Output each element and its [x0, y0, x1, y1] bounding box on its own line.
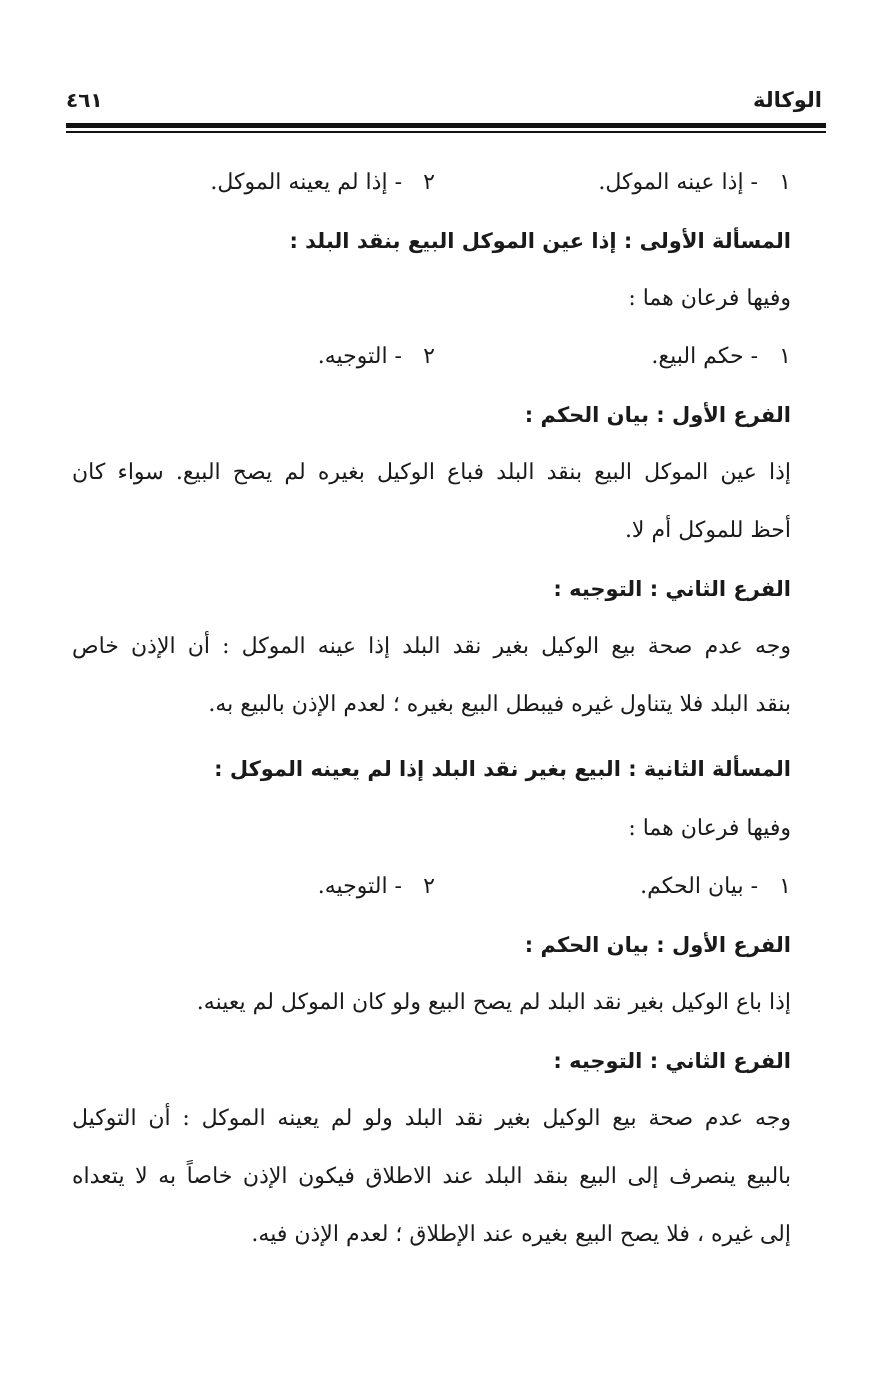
section-heading: المسألة الثانية : البيع بغير نقد البلد إذا لم يعينه الموكل : [214, 757, 791, 781]
list-text: - إذا عينه الموكل. [598, 170, 758, 195]
header-rule-thin [66, 131, 826, 133]
paragraph-line: بالبيع ينصرف إلى البيع بنقد البلد عند الاطلاق فيكون الإذن خاصاً به لا يتعداه [72, 1164, 791, 1189]
subsection-heading: الفرع الثاني : التوجيه : [553, 577, 791, 601]
list-text: - حكم البيع. [651, 344, 758, 369]
list-number: ١ [779, 874, 791, 899]
paragraph-line: أحظ للموكل أم لا. [624, 518, 791, 543]
list-item [640, 872, 791, 902]
list-number: ٢ [423, 170, 435, 195]
list-item [598, 168, 791, 198]
paragraph-line: بنقد البلد فلا يتناول غيره فيبطل البيع بغيره ؛ لعدم الإذن بالبيع به. [208, 692, 791, 717]
paragraph-line: إذا عين الموكل البيع بنقد البلد فباع الوكيل بغيره لم يصح البيع. سواء كان [72, 460, 791, 485]
list-number: ٢ [423, 344, 435, 369]
paragraph-line: إذا باع الوكيل بغير نقد البلد لم يصح البيع ولو كان الموكل لم يعينه. [196, 990, 791, 1015]
list-text: - التوجيه. [317, 874, 402, 899]
page-header [66, 86, 826, 122]
list-item [651, 342, 791, 372]
paragraph-line: وجه عدم صحة بيع الوكيل بغير نقد البلد ولو لم يعينه الموكل : أن التوكيل [72, 1106, 791, 1131]
section-heading: المسألة الأولى : إذا عين الموكل البيع بنقد البلد : [289, 229, 791, 253]
list-number: ٢ [423, 874, 435, 899]
page-number: ٤٦١ [66, 88, 103, 112]
list-text: - التوجيه. [317, 344, 402, 369]
list-text: - بيان الحكم. [640, 874, 758, 899]
list-number: ١ [779, 170, 791, 195]
subsection-heading: الفرع الأول : بيان الحكم : [524, 403, 791, 427]
list-number: ١ [779, 344, 791, 369]
paragraph: وفيها فرعان هما : [628, 816, 791, 841]
running-title: الوكالة [753, 88, 822, 112]
paragraph: وفيها فرعان هما : [628, 286, 791, 311]
list-text: - إذا لم يعينه الموكل. [210, 170, 402, 195]
list-item [318, 342, 435, 372]
paragraph-line: وجه عدم صحة بيع الوكيل بغير نقد البلد إذا عينه الموكل : أن الإذن خاص [72, 634, 791, 659]
list-item [210, 168, 435, 198]
subsection-heading: الفرع الثاني : التوجيه : [553, 1049, 791, 1073]
list-item [318, 872, 435, 902]
header-rule-thick [66, 123, 826, 128]
paragraph-line: إلى غيره ، فلا يصح البيع بغيره عند الإطلاق ؛ لعدم الإذن فيه. [251, 1222, 791, 1247]
subsection-heading: الفرع الأول : بيان الحكم : [524, 933, 791, 957]
